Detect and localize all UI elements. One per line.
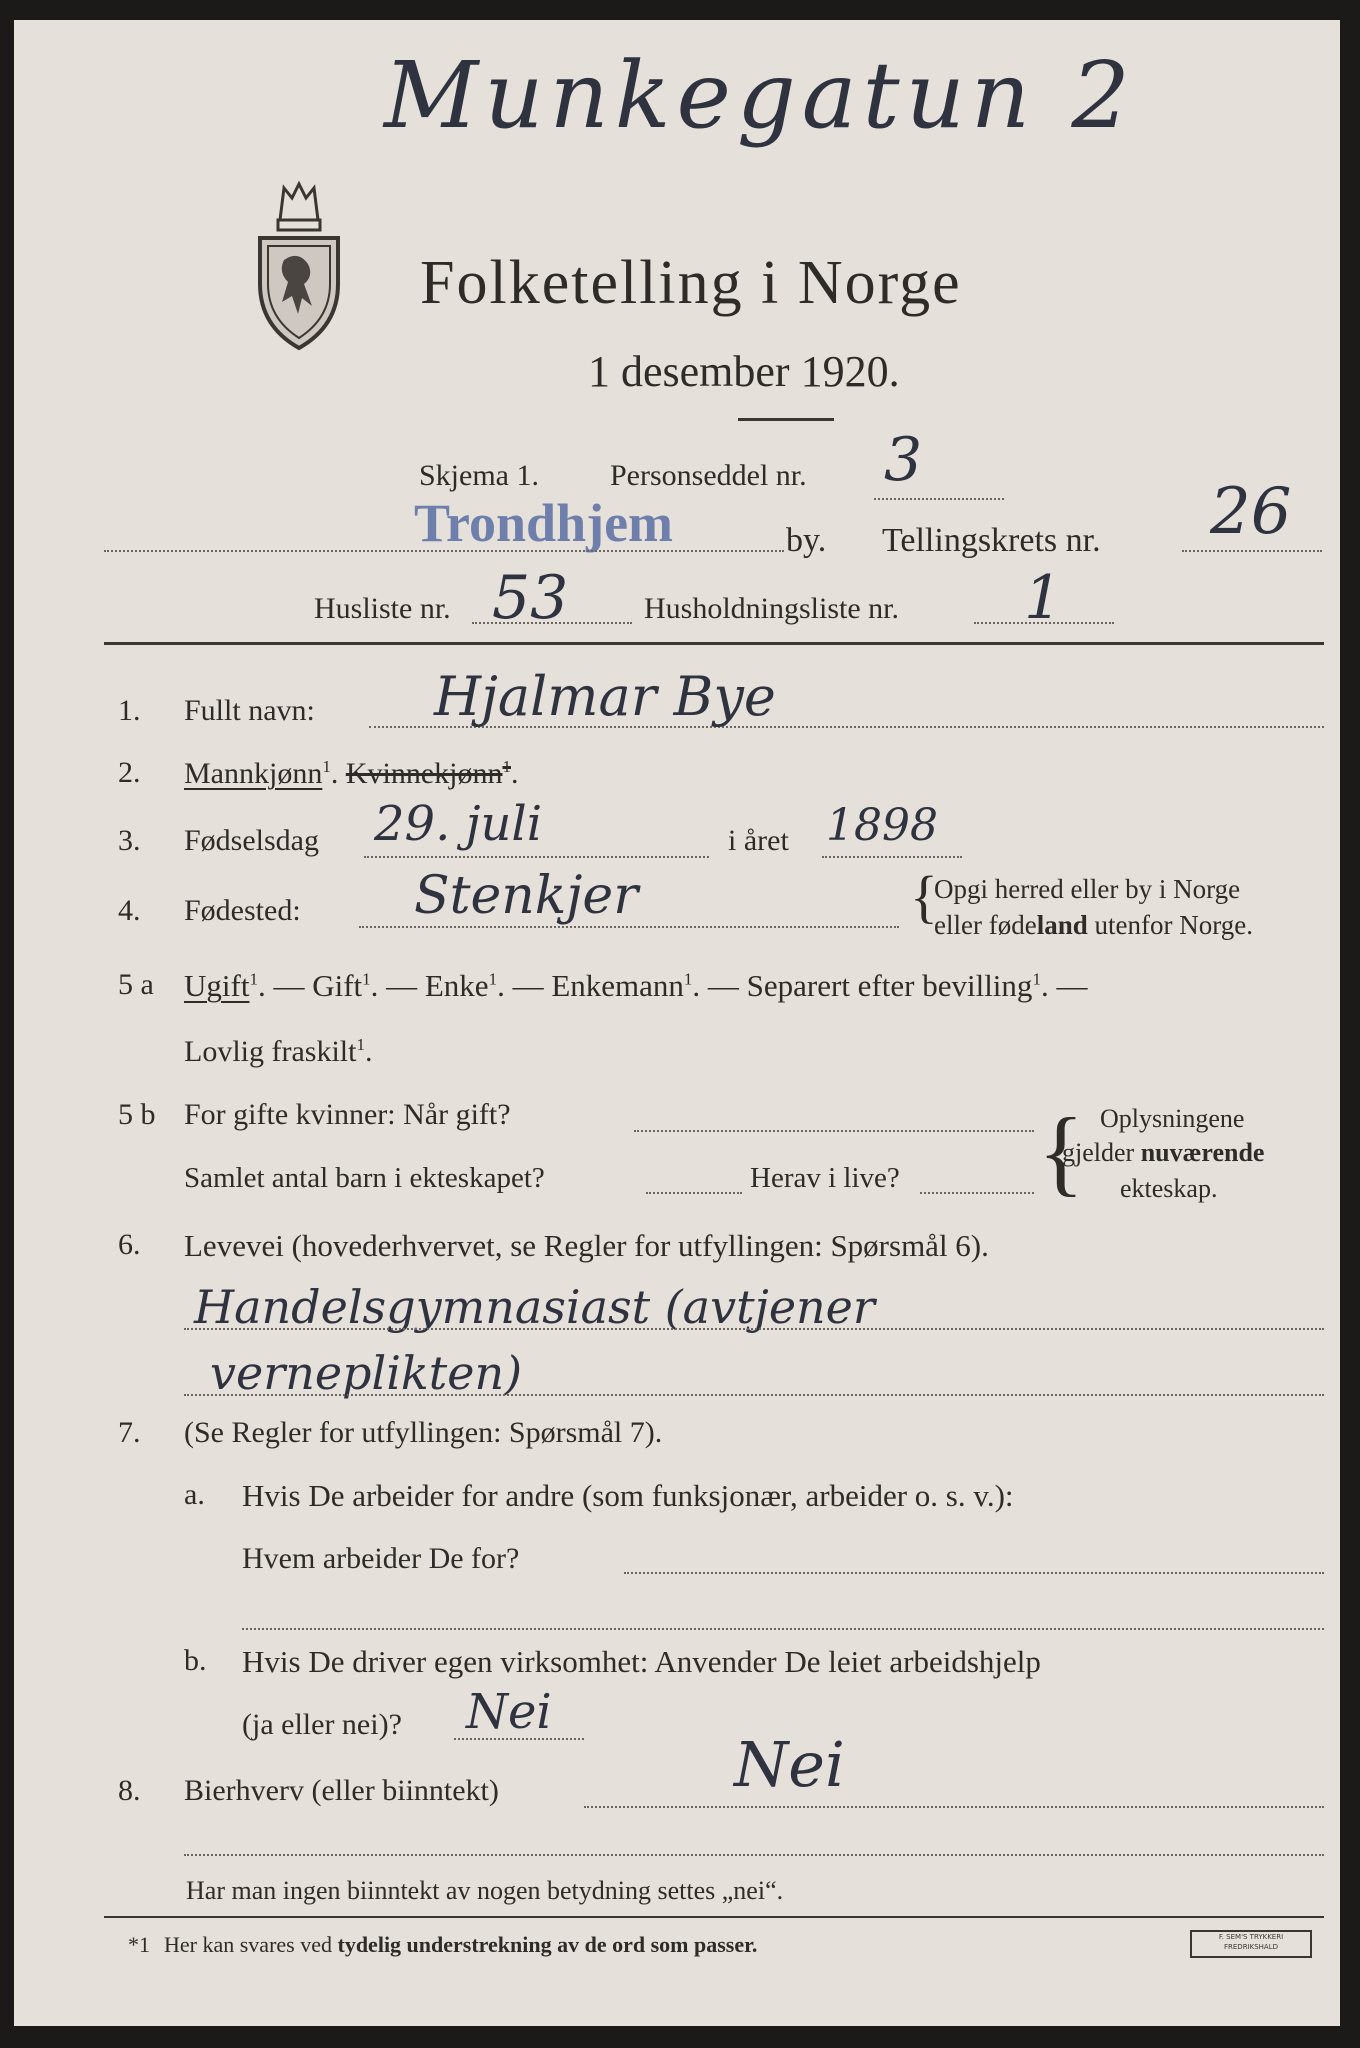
census-date: 1 desember 1920.: [588, 347, 900, 396]
occupation-line-2: verneplikten): [210, 1346, 523, 1400]
city-stamp: Trondhjem: [414, 493, 674, 553]
tellingskrets-label: Tellingskrets nr.: [882, 522, 1101, 559]
q5a-lovlig: Lovlig fraskilt$^1$.: [184, 1035, 373, 1068]
q5b-line-1: [634, 1130, 1034, 1132]
kvinnekjonn-option: Kvinnekjønn: [345, 757, 503, 790]
q7-number: 7.: [118, 1416, 141, 1449]
q8-line-1: [584, 1806, 1324, 1808]
q4-brace: {: [910, 864, 938, 929]
q5b-note-2: gjelder nuværende: [1062, 1138, 1265, 1167]
birth-year: 1898: [826, 800, 938, 851]
q3-label: Fødselsdag: [184, 824, 319, 857]
form-title: Folketelling i Norge: [420, 249, 962, 317]
q4-number: 4.: [118, 894, 141, 927]
q6-label: Levevei (hovederhvervet, se Regler for utfyllingen: Spørsmål 6).: [184, 1228, 989, 1263]
birthday: 29. juli: [374, 796, 543, 852]
husliste-label: Husliste nr.: [314, 592, 451, 625]
q5a-number: 5 a: [118, 968, 154, 1001]
occupation-line-1: Handelsgymnasiast (avtjener: [194, 1280, 875, 1334]
person-number: 3: [884, 425, 923, 495]
ugift-option: Ugift: [184, 968, 250, 1003]
q8-number: 8.: [118, 1774, 141, 1807]
q5b-label-3: Herav i live?: [750, 1162, 900, 1194]
q8-label: Bierhverv (eller biinntekt): [184, 1774, 499, 1807]
q5a-options: Ugift$^1$. — Gift$^1$. — Enke$^1$. — Enkemann$^1$. — Separert efter bevilling$^1$. —: [184, 968, 1088, 1003]
q3-line: [364, 856, 709, 858]
q4-line: [359, 926, 899, 928]
coat-of-arms-icon: [254, 180, 344, 352]
q7b-label-2: (ja eller nei)?: [242, 1708, 402, 1741]
footnote-divider: [104, 1916, 1324, 1918]
q7b-answer: Nei: [466, 1684, 552, 1740]
city-line: [104, 550, 784, 552]
husliste-number: 53: [492, 563, 569, 633]
handwritten-address: Munkegatun 2: [384, 42, 1136, 149]
q3-year-label: i året: [728, 824, 789, 857]
q4-note-2: eller fødeland utenfor Norge.: [934, 910, 1253, 940]
q3-year-line: [822, 856, 962, 858]
printer-mark: F. SEM'S TRYKKERI FREDRIKSHALD: [1190, 1930, 1312, 1958]
mannkjonn-option: Mannkjønn: [184, 757, 323, 790]
q1-number: 1.: [118, 694, 141, 727]
q8-answer: Nei: [734, 1728, 845, 1801]
personseddel-label: Personseddel nr.: [610, 459, 807, 492]
q7b-letter: b.: [184, 1644, 207, 1677]
q5b-label-1: For gifte kvinner: Når gift?: [184, 1098, 511, 1131]
by-label: by.: [786, 522, 827, 559]
q2-gender: Mannkjønn$^1$. Kvinnekjønn$^1$.: [184, 757, 519, 790]
q5b-line-3: [920, 1192, 1034, 1194]
q4-note-1: Opgi herred eller by i Norge: [934, 874, 1241, 904]
q7-label: (Se Regler for utfyllingen: Spørsmål 7).: [184, 1416, 663, 1449]
q6-line-1: [184, 1328, 1324, 1330]
q7a-line-2: [242, 1628, 1324, 1630]
q5b-note-1: Oplysningene: [1100, 1104, 1245, 1133]
title-divider: [738, 418, 834, 421]
footnote: *1 Her kan svares ved tydelig understrekning av de ord som passer.: [128, 1932, 758, 1957]
q2-number: 2.: [118, 756, 141, 789]
krets-number: 26: [1210, 475, 1292, 549]
husholdningsliste-label: Husholdningsliste nr.: [644, 592, 900, 625]
bottom-note: Har man ingen biinntekt av nogen betydning settes „nei“.: [186, 1876, 784, 1905]
personseddel-line: [874, 498, 1004, 500]
q7a-label-2: Hvem arbeider De for?: [242, 1542, 520, 1575]
skjema-label: Skjema 1.: [419, 459, 539, 492]
husholdning-number: 1: [1024, 563, 1063, 633]
birthplace: Stenkjer: [414, 866, 639, 926]
q7a-line-1: [624, 1572, 1324, 1574]
q5b-line-2: [646, 1192, 742, 1194]
q7b-label-1: Hvis De driver egen virksomhet: Anvender De leiet arbeidshjelp: [242, 1644, 1041, 1679]
q5b-number: 5 b: [118, 1098, 156, 1131]
q4-label: Fødested:: [184, 894, 301, 927]
q6-line-2: [184, 1394, 1324, 1396]
q1-label: Fullt navn:: [184, 694, 315, 727]
q5b-brace: {: [1038, 1098, 1085, 1205]
q5b-label-2: Samlet antal barn i ekteskapet?: [184, 1162, 545, 1194]
q5b-note-3: ekteskap.: [1120, 1174, 1218, 1203]
q8-line-2: [184, 1854, 1324, 1856]
header-divider: [104, 642, 1324, 645]
census-form: [14, 20, 1340, 2026]
tellingskrets-line: [1182, 550, 1322, 552]
q6-number: 6.: [118, 1228, 141, 1261]
q3-number: 3.: [118, 824, 141, 857]
full-name: Hjalmar Bye: [434, 665, 776, 728]
q7a-letter: a.: [184, 1478, 205, 1511]
q7a-label-1: Hvis De arbeider for andre (som funksjonær, arbeider o. s. v.):: [242, 1478, 1014, 1513]
